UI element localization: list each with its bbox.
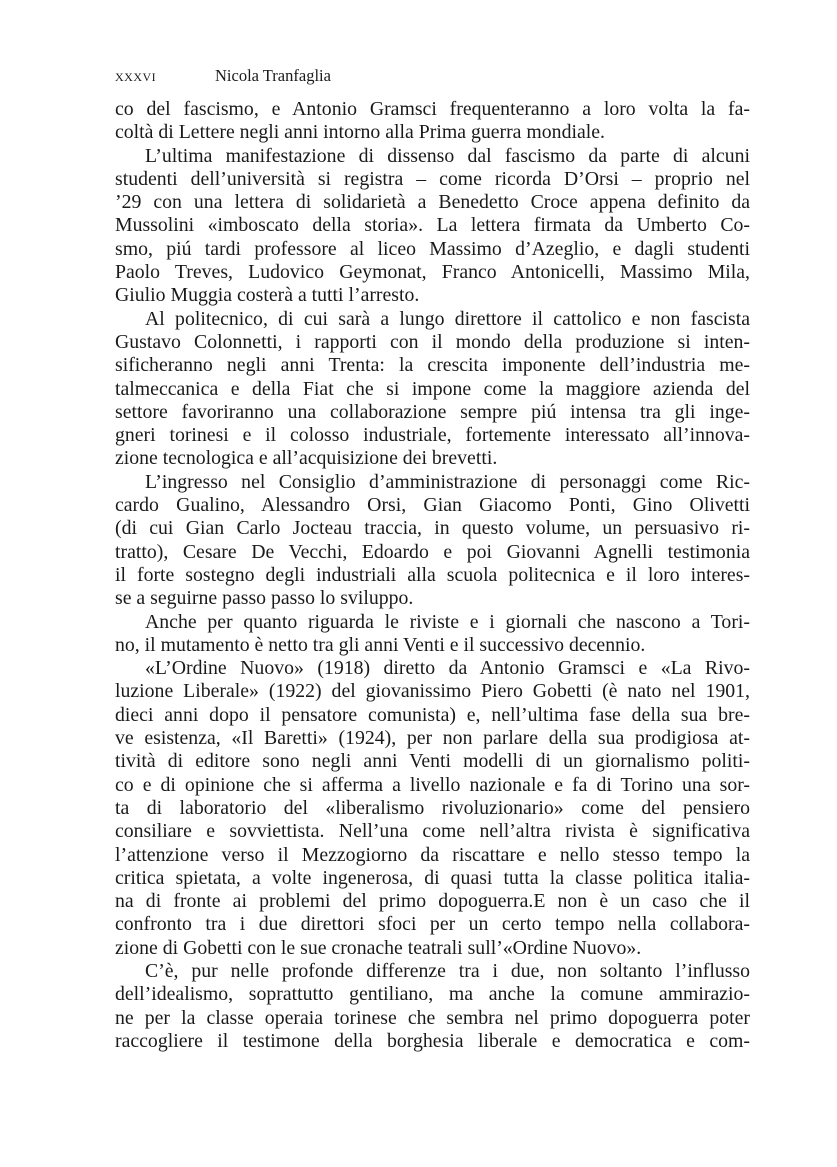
text-line: dieci anni dopo il pensatore comunista) e, nell’ultima fase della sua bre- (115, 703, 750, 726)
text-line: dell’idealismo, soprattutto gentiliano, ma anche la comune ammirazio- (115, 983, 750, 1006)
text-line: Anche per quanto riguarda le riviste e i giornali che nascono a Tori- (145, 610, 750, 633)
text-line: (di cui Gian Carlo Jocteau traccia, in questo volume, un persuasivo ri- (115, 517, 750, 540)
text-line: il forte sostegno degli industriali alla scuola politecnica e il loro interes- (115, 563, 750, 586)
text-line: zione di Gobetti con le sue cronache teatrali sull’«Ordine Nuovo». (115, 936, 642, 959)
book-page (115, 66, 750, 1053)
text-line: l’attenzione verso il Mezzogiorno da riscattare e nello stesso tempo la (115, 843, 750, 866)
text-line: raccogliere il testimone della borghesia liberale e democratica e com- (115, 1029, 750, 1052)
text-line: Paolo Treves, Ludovico Geymonat, Franco Antonicelli, Massimo Mila, (115, 261, 750, 284)
text-line: C’è, pur nelle profonde differenze tra i due, non soltanto l’influsso (145, 959, 750, 982)
running-head (115, 66, 750, 94)
text-line: coltà di Lettere negli anni intorno alla Prima guerra mondiale. (115, 121, 605, 144)
text-line: na di fronte ai problemi del primo dopoguerra.E non è un caso che il (115, 890, 750, 913)
text-line: no, il mutamento è netto tra gli anni Venti e il successivo decennio. (115, 633, 646, 656)
text-line: ne per la classe operaia torinese che sembra nel primo dopoguerra poter (115, 1006, 750, 1029)
text-line: consiliare e sovviettista. Nell’una come nell’altra rivista è significativa (115, 820, 750, 843)
text-line: zione tecnologica e all’acquisizione dei brevetti. (115, 447, 498, 470)
text-line: tività di editore sono negli anni Venti modelli di un giornalismo politi- (115, 750, 750, 773)
text-line: Al politecnico, di cui sarà a lungo direttore il cattolico e non fascista (145, 307, 750, 330)
text-line: gneri torinesi e il colosso industriale, fortemente interessato all’innova- (115, 424, 750, 447)
text-line: ’29 con una lettera di solidarietà a Benedetto Croce appena definito da (115, 191, 750, 214)
text-line: studenti dell’università si registra – come ricorda D’Orsi – proprio nel (115, 167, 750, 190)
running-head-author: Nicola Tranfaglia (215, 66, 331, 85)
text-line: L’ultima manifestazione di dissenso dal fascismo da parte di alcuni (145, 144, 750, 167)
text-line: ta di laboratorio del «liberalismo rivoluzionario» come del pensiero (115, 796, 750, 819)
text-line: sificheranno negli anni Trenta: la crescita imponente dell’industria me- (115, 354, 750, 377)
text-line: cardo Gualino, Alessandro Orsi, Gian Giacomo Ponti, Gino Olivetti (115, 494, 750, 517)
text-line: luzione Liberale» (1922) del giovanissimo Piero Gobetti (è nato nel 1901, (115, 680, 750, 703)
body-text (115, 98, 750, 1053)
page-number: xxxvi (115, 66, 157, 85)
text-line: Mussolini «imboscato della storia». La lettera firmata da Umberto Co- (115, 214, 750, 237)
text-line: tratto), Cesare De Vecchi, Edoardo e poi Giovanni Agnelli testimonia (115, 540, 750, 563)
text-line: ve esistenza, «Il Baretti» (1924), per non parlare della sua prodigiosa at- (115, 727, 750, 750)
text-line: Gustavo Colonnetti, i rapporti con il mondo della produzione si inten- (115, 330, 750, 353)
text-line: Giulio Muggia costerà a tutti l’arresto. (115, 284, 420, 307)
text-line: co del fascismo, e Antonio Gramsci frequenteranno a loro volta la fa- (115, 98, 750, 120)
text-line: confronto tra i due direttori sfoci per un certo tempo nella collabora- (115, 913, 750, 936)
text-line: critica spietata, a volte ingenerosa, di quasi tutta la classe politica italia- (115, 866, 750, 889)
text-line: settore favoriranno una collaborazione sempre piú intensa tra gli inge- (115, 400, 750, 423)
text-line: talmeccanica e della Fiat che si impone come la maggiore azienda del (115, 377, 750, 400)
text-line: se a seguirne passo passo lo sviluppo. (115, 587, 414, 610)
text-line: L’ingresso nel Consiglio d’amministrazione di personaggi come Ric- (145, 470, 750, 493)
text-line: co e di opinione che si afferma a livello nazionale e fa di Torino una sor- (115, 773, 750, 796)
text-line: smo, piú tardi professore al liceo Massimo d’Azeglio, e dagli studenti (115, 237, 750, 260)
text-line: «L’Ordine Nuovo» (1918) diretto da Antonio Gramsci e «La Rivo- (145, 657, 750, 680)
